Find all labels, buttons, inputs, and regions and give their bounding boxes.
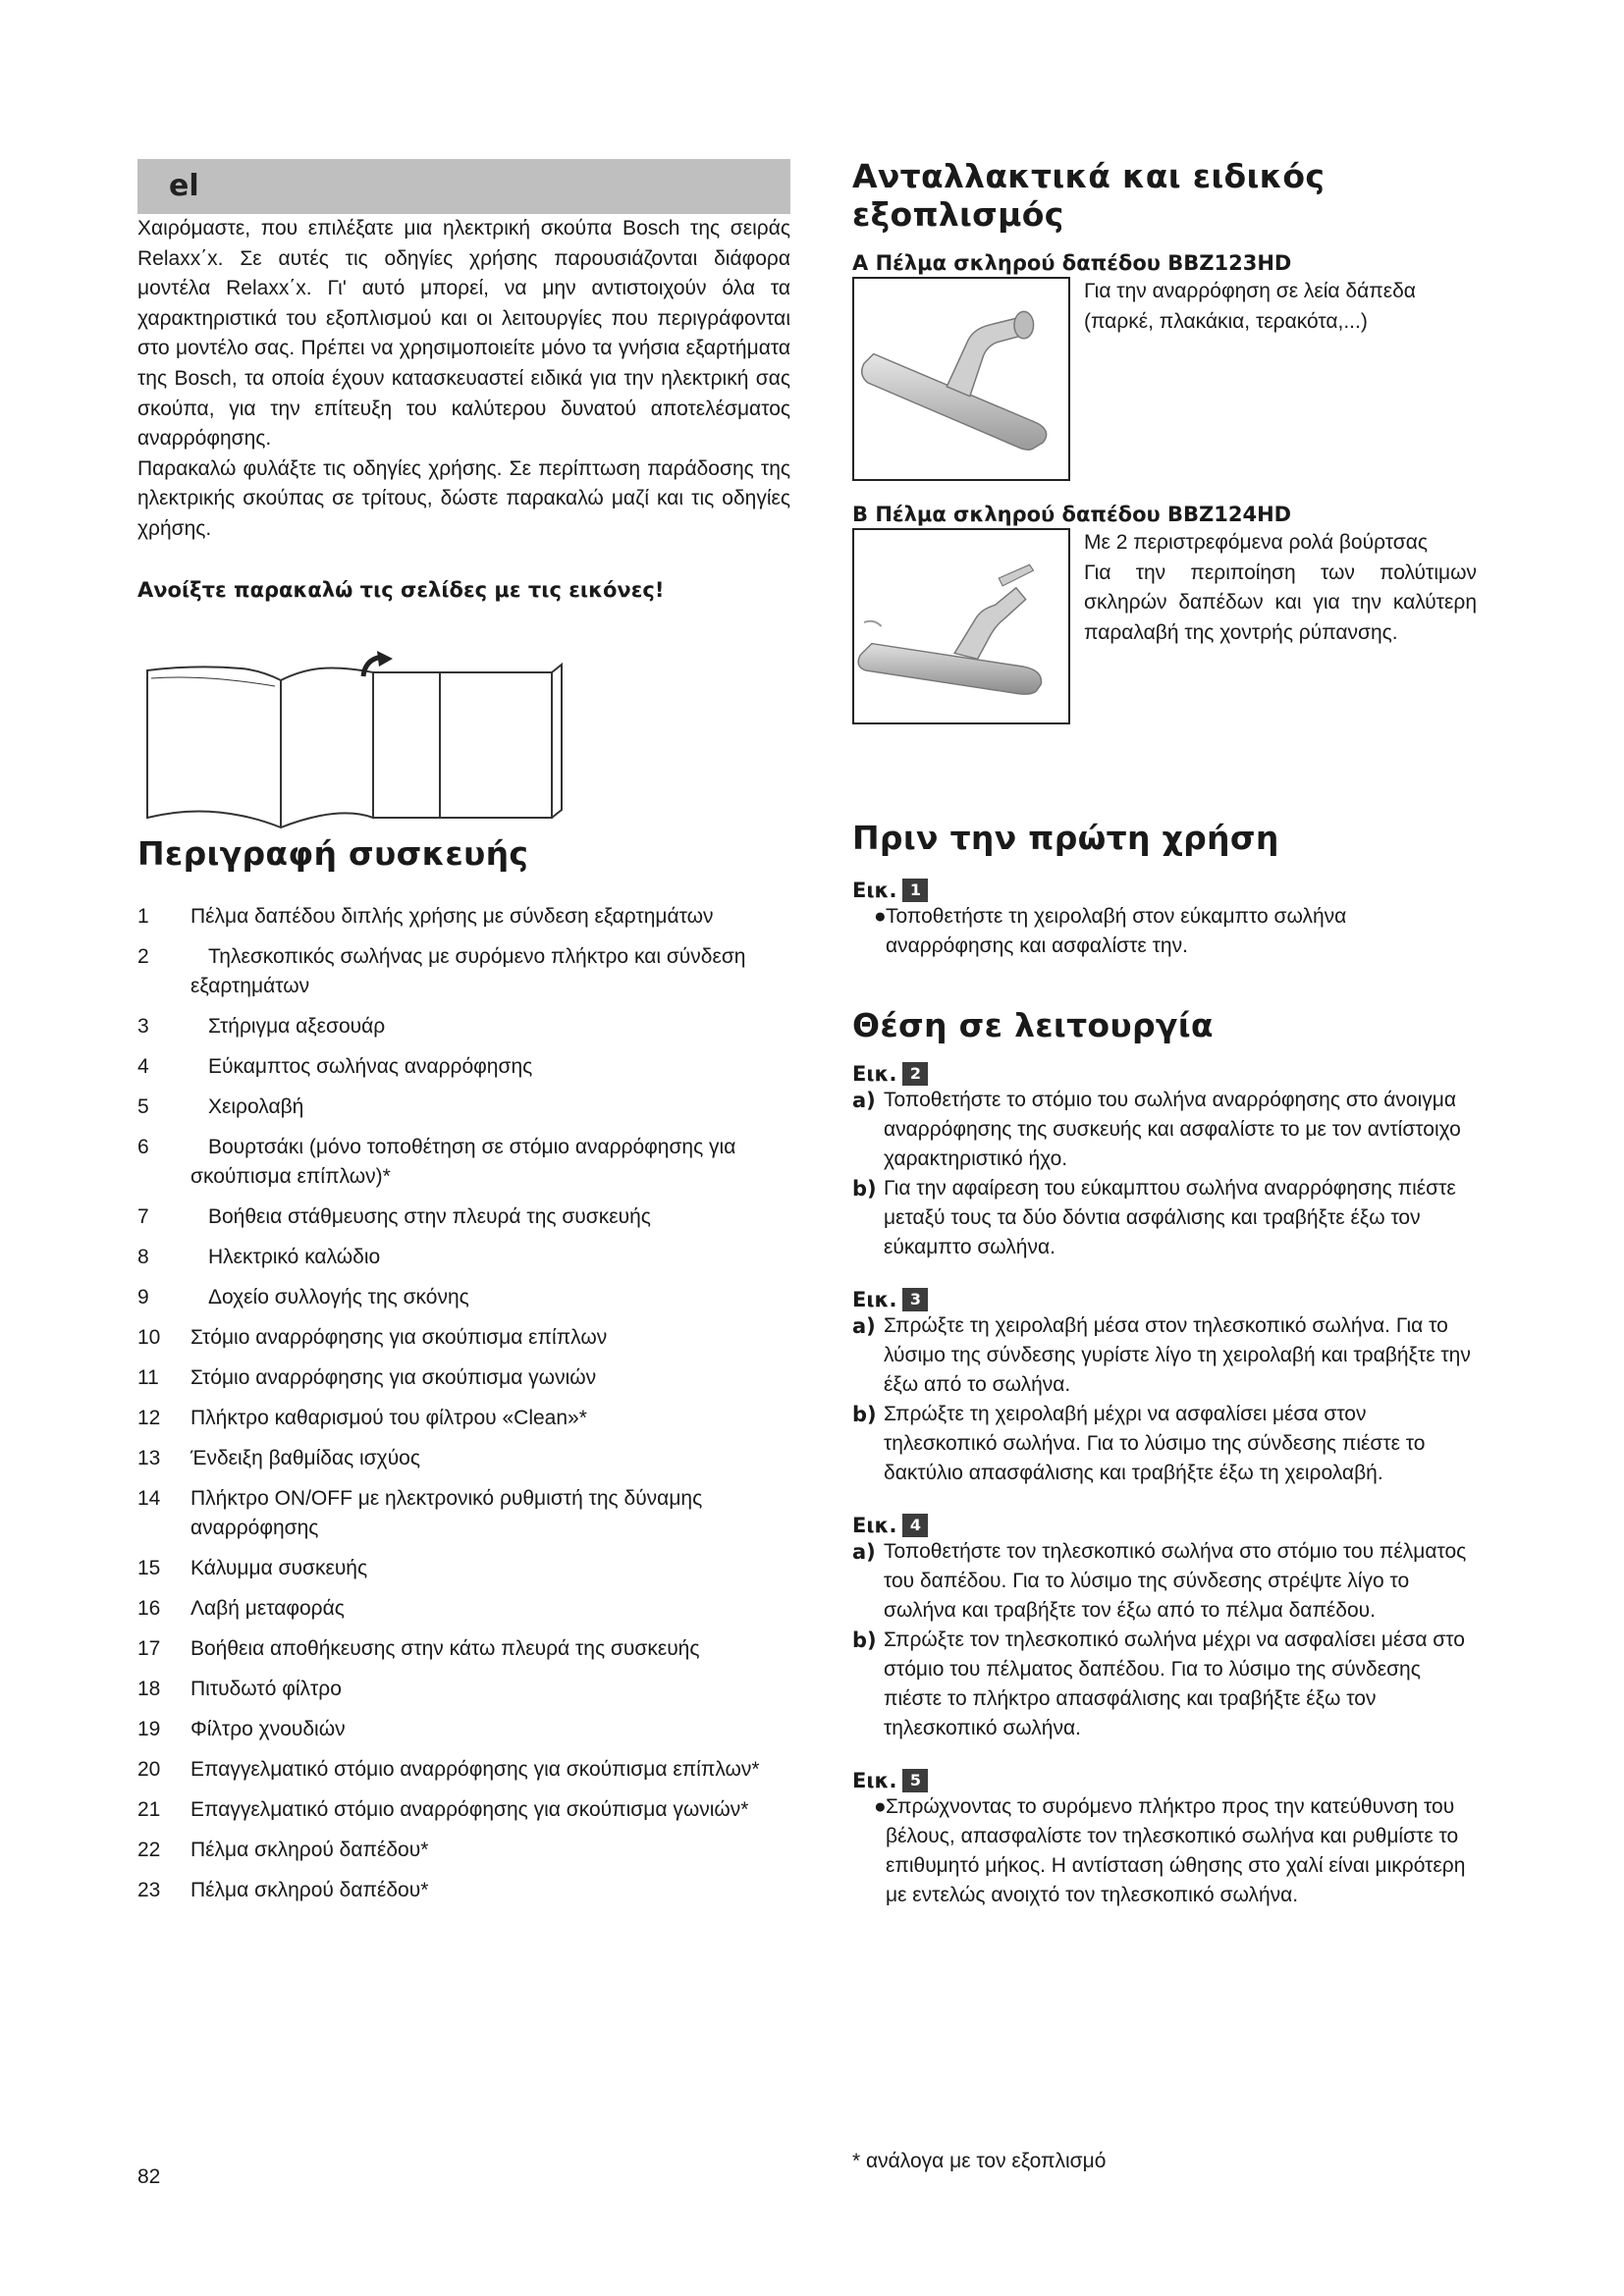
list-item: 22 Πέλμα σκληρού δαπέδου* (137, 1838, 429, 1861)
list-item: 12 Πλήκτρο καθαρισμού του φίλτρου «Clean»* (137, 1406, 587, 1429)
list-item: 10 Στόμιο αναρρόφησης για σκούπισμα επίπλων (137, 1325, 608, 1349)
figure-1-number: 1 (902, 879, 928, 902)
accessories-title: Ανταλλακτικά και ειδικός εξοπλισμός (852, 157, 1326, 234)
left-column (137, 159, 790, 1916)
parts-list (137, 902, 790, 1905)
accessory-a (852, 277, 1477, 481)
accessory-b-text-2: Για την περιποίηση των πολύτιμων σκληρών δαπέδων και για την καλύτερη παραλαβή της χοντρής ρύπανσης. (1084, 561, 1477, 644)
operation-title: Θέση σε λειτουργία (852, 1006, 1214, 1044)
first-use-title: Πριν την πρώτη χρήση (852, 819, 1279, 857)
intro-paragraph-2: Παρακαλώ φυλάξτε τις οδηγίες χρήσης. Σε περίπτωση παράδοσης της ηλεκτρικής σκούπας σε τρίτους, δώστε παρακαλώ μαζί και τις οδηγίες χρήσης. (137, 456, 790, 540)
accessory-b-text (1084, 528, 1477, 724)
figure-3-step-b: b) Σπρώξτε τη χειρολαβή μέχρι να ασφαλίσει μέσα στον τηλεσκοπικό σωλήνα. Για το λύσιμο της σύνδεσης πιέστε το δακτύλιο απασφάλισης και τραβήξτε έξω τη χειρολαβή. (852, 1403, 1426, 1484)
language-bar: el (137, 159, 790, 214)
list-item: 17 Βοήθεια αποθήκευσης στην κάτω πλευρά της συσκευής (137, 1636, 700, 1660)
figure-4-label: Εικ. 4 (852, 1514, 1477, 1537)
list-item: 5 Χειρολαβή (137, 1095, 304, 1118)
list-item: 16 Λαβή μεταφοράς (137, 1596, 345, 1620)
list-item: 8 Ηλεκτρικό καλώδιο (137, 1245, 381, 1268)
figure-4-step-a: a) Τοποθετήστε τον τηλεσκοπικό σωλήνα στο στόμιο του πέλματος του δαπέδου. Για το λύσιμο της σύνδεσης στρέψτε λίγο το σωλήνα και τραβήξτε τον έξω από το πέλμα δαπέδου. (852, 1540, 1467, 1622)
list-item: 4 Εύκαμπτος σωλήνας αναρρόφησης (137, 1054, 533, 1078)
list-item: 2 Τηλεσκοπικός σωλήνας με συρόμενο πλήκτρο και σύνδεση εξαρτημάτων (137, 944, 746, 997)
hard-floor-nozzle-a-image (852, 277, 1070, 481)
first-use-step: ● Τοποθετήστε τη χειρολαβή στον εύκαμπτο σωλήνα αναρρόφησης και ασφαλίστε την. (874, 905, 1347, 957)
list-item: 1 Πέλμα δαπέδου διπλής χρήσης με σύνδεση εξαρτημάτων (137, 904, 714, 928)
figure-4-step-b: b) Σπρώξτε τον τηλεσκοπικό σωλήνα μέχρι να ασφαλίσει μέσα στο στόμιο του πέλματος δαπέδου. Για το λύσιμο της σύνδεσης πιέστε το πλήκτρο απασφάλισης και τραβήξτε έξω τον τηλεσκοπικό σωλήνα. (852, 1629, 1465, 1739)
list-item: 9 Δοχείο συλλογής της σκόνης (137, 1285, 469, 1308)
list-item: 23 Πέλμα σκληρού δαπέδου* (137, 1878, 429, 1901)
list-item: 7 Βοήθεια στάθμευσης στην πλευρά της συσκευής (137, 1204, 651, 1228)
list-item: 13 Ένδειξη βαθμίδας ισχύος (137, 1446, 420, 1469)
list-item: 18 Πιτυδωτό φίλτρο (137, 1677, 342, 1700)
list-item: 11 Στόμιο αναρρόφησης για σκούπισμα γωνιών (137, 1365, 597, 1389)
figure-2-label: Εικ. 2 (852, 1062, 1477, 1086)
fold-out-book-illustration (145, 651, 563, 829)
figure-3-step-a: a) Σπρώξτε τη χειρολαβή μέσα στον τηλεσκοπικό σωλήνα. Για το λύσιμο της σύνδεσης γυρίστε λίγο τη χειρολαβή και τραβήξτε την έξω από το σωλήνα. (852, 1314, 1471, 1396)
device-description-title: Περιγραφή συσκευής (137, 833, 529, 873)
accessory-a-heading: A Πέλμα σκληρού δαπέδου BBZ123HD (852, 251, 1292, 275)
accessory-b (852, 528, 1477, 724)
list-item: 3 Στήριγμα αξεσουάρ (137, 1014, 386, 1038)
accessory-a-text: Για την αναρρόφηση σε λεία δάπεδα (παρκέ, πλακάκια, τερακότα,...) (1084, 280, 1416, 333)
list-item: 15 Κάλυμμα συσκευής (137, 1556, 368, 1579)
figure-2-step-a: a) Τοποθετήστε το στόμιο του σωλήνα αναρρόφησης στο άνοιγμα αναρρόφησης της συσκευής και ασφαλίστε το με τον αντίστοιχο χαρακτηριστικό ήχο. (852, 1089, 1461, 1170)
list-item: 19 Φίλτρο χνουδιών (137, 1717, 346, 1740)
figure-3-label: Εικ. 3 (852, 1288, 1477, 1311)
list-item: 20 Επαγγελματικό στόμιο αναρρόφησης για σκούπισμα επίπλων* (137, 1757, 760, 1781)
footnote: * ανάλογα με τον εξοπλισμό (852, 2150, 1107, 2172)
intro-paragraph: Χαιρόμαστε, που επιλέξατε μια ηλεκτρική σκούπα Bosch της σειράς Relaxx΄x. Σε αυτές τις οδηγίες χρήσης παρουσιάζονται διάφορα μοντέλα Relaxx΄x. Γι' αυτό μπορεί, να μην αντιστοιχούν όλα τα χαρακτηριστικά του εξοπλισμού και οι λειτουργίες που περιγράφονται στο μοντέλο σας. Πρέπει να χρησιμοποιείτε μόνο τα γνήσια εξαρτήματα της Bosch, τα οποία έχουν κατασκευαστεί ειδικά για την ηλεκτρική σας σκούπα, για την επίτευξη του καλύτερου δυνατού αποτελέσματος αναρρόφησης. (137, 217, 790, 451)
figure-2-step-b: b) Για την αφαίρεση του εύκαμπτου σωλήνα αναρρόφησης πιέστε μεταξύ τους τα δύο δόντια ασφάλισης και τραβήξτε έξω τον εύκαμπτο σωλήνα. (852, 1177, 1456, 1258)
open-pages-note: Ανοίξτε παρακαλώ τις σελίδες με τις εικόνες! (137, 577, 665, 602)
accessory-b-heading: B Πέλμα σκληρού δαπέδου BBZ124HD (852, 503, 1292, 526)
figure-5-step: ● Σπρώχνοντας το συρόμενο πλήκτρο προς την κατεύθυνση του βέλους, απασφαλίστε τον τηλεσκοπικό σωλήνα και ρυθμίστε το επιθυμητό μήκος. Η αντίσταση ώθησης στο χαλί είναι μικρότερη με εντελώς ανοιχτό τον τηλεσκοπικό σωλήνα. (874, 1795, 1466, 1906)
accessory-b-text-1: Με 2 περιστρεφόμενα ρολά βούρτσας (1084, 531, 1428, 554)
list-item: 21 Επαγγελματικό στόμιο αναρρόφησης για σκούπισμα γωνιών* (137, 1797, 749, 1821)
right-column (852, 157, 1477, 1910)
page-number: 82 (137, 2165, 161, 2188)
figure-5-label: Εικ. 5 (852, 1769, 1477, 1792)
list-item: 14 Πλήκτρο ON/OFF με ηλεκτρονικό ρυθμιστή της δύναμης αναρρόφησης (137, 1486, 703, 1539)
list-item: 6 Βουρτσάκι (μόνο τοποθέτηση σε στόμιο αναρρόφησης για σκούπισμα επίπλων)* (137, 1135, 736, 1188)
figure-1-label: Εικ. 1 (852, 879, 1477, 902)
hard-floor-nozzle-b-image (852, 528, 1070, 724)
